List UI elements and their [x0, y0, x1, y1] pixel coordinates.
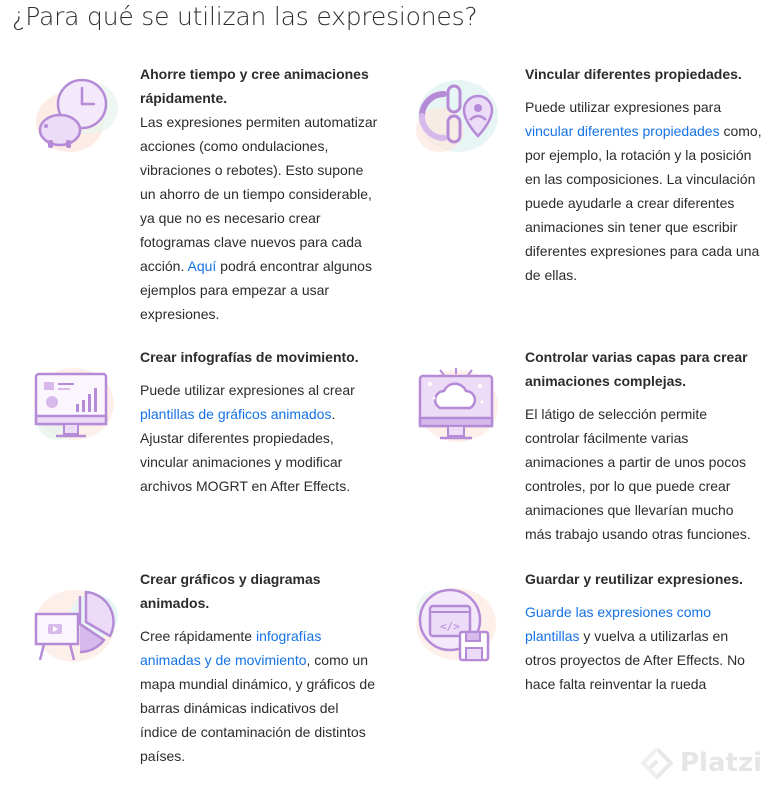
piggy-bank-clock-icon [30, 70, 122, 162]
card-heading: Controlar varias capas para crear animaciones complejas. [525, 349, 748, 389]
card-body: Puede utilizar expresiones para [525, 99, 722, 115]
card-body-cont: . Ajustar diferentes propiedades, vincular animaciones y modificar archivos MOGRT en After Effects. [140, 406, 351, 494]
card-body: El látigo de selección permite controlar fácilmente varias animaciones a partir de unos pocos controles, por lo que puede crear animaciones que llevarían mucho más trabajo usando otras funciones. [525, 406, 751, 542]
card-body-cont: podrá encontrar algunos ejemplos para empezar a usar expresiones. [140, 258, 372, 322]
platzi-watermark [640, 746, 762, 780]
monitor-cloud-icon [410, 362, 502, 454]
card-body: Las expresiones permiten automatizar acciones (como ondulaciones, vibraciones o rebotes). Esto supone un ahorro de un tiempo considerable, ya que no es necesario crear fotogramas clave nuevos para cada acción. [140, 114, 378, 274]
card-body-cont: y vuelva a utilizarlas en otros proyectos de After Effects. No hace falta reinventar la rueda [525, 628, 745, 692]
link-properties-link[interactable]: vincular diferentes propiedades [525, 123, 720, 139]
card-heading: Ahorre tiempo y cree animaciones rápidamente. [140, 66, 369, 106]
card-heading: Crear infografías de movimiento. [140, 349, 359, 365]
motion-infographics-link[interactable]: infografías animadas y de movimiento [140, 628, 322, 668]
card-heading: Guardar y reutilizar expresiones. [525, 571, 743, 587]
page-title: ¿Para qué se utilizan las expresiones? [12, 2, 478, 31]
card-body-cont: , como un mapa mundial dinámico, y gráficos de barras dinámicas indicativos del índice de contaminación de distintos países. [140, 652, 376, 764]
card-body-cont: como, por ejemplo, la rotación y la posición en las composiciones. La vinculación puede ayudarle a crear diferentes animaciones sin tener que escribir diferentes expresiones para cada una de ellas. [525, 123, 762, 283]
save-templates-link[interactable]: Guarde las expresiones como plantillas [525, 604, 711, 644]
card-body: Cree rápidamente [140, 628, 256, 644]
platzi-logo-icon [640, 746, 674, 780]
card-heading: Crear gráficos y diagramas animados. [140, 571, 321, 611]
motion-graphics-templates-link[interactable]: plantillas de gráficos animados [140, 406, 332, 422]
platzi-watermark-text: Platzi [680, 748, 762, 778]
code-save-icon [410, 580, 502, 672]
pie-chart-presentation-icon [30, 580, 122, 672]
card-heading: Vincular diferentes propiedades. [525, 66, 742, 82]
examples-link[interactable]: Aquí [187, 258, 217, 274]
svg-text:</>: </> [440, 620, 460, 633]
link-chain-icon [410, 72, 502, 164]
card-body: Puede utilizar expresiones al crear [140, 382, 355, 398]
monitor-infographic-icon [30, 360, 122, 452]
